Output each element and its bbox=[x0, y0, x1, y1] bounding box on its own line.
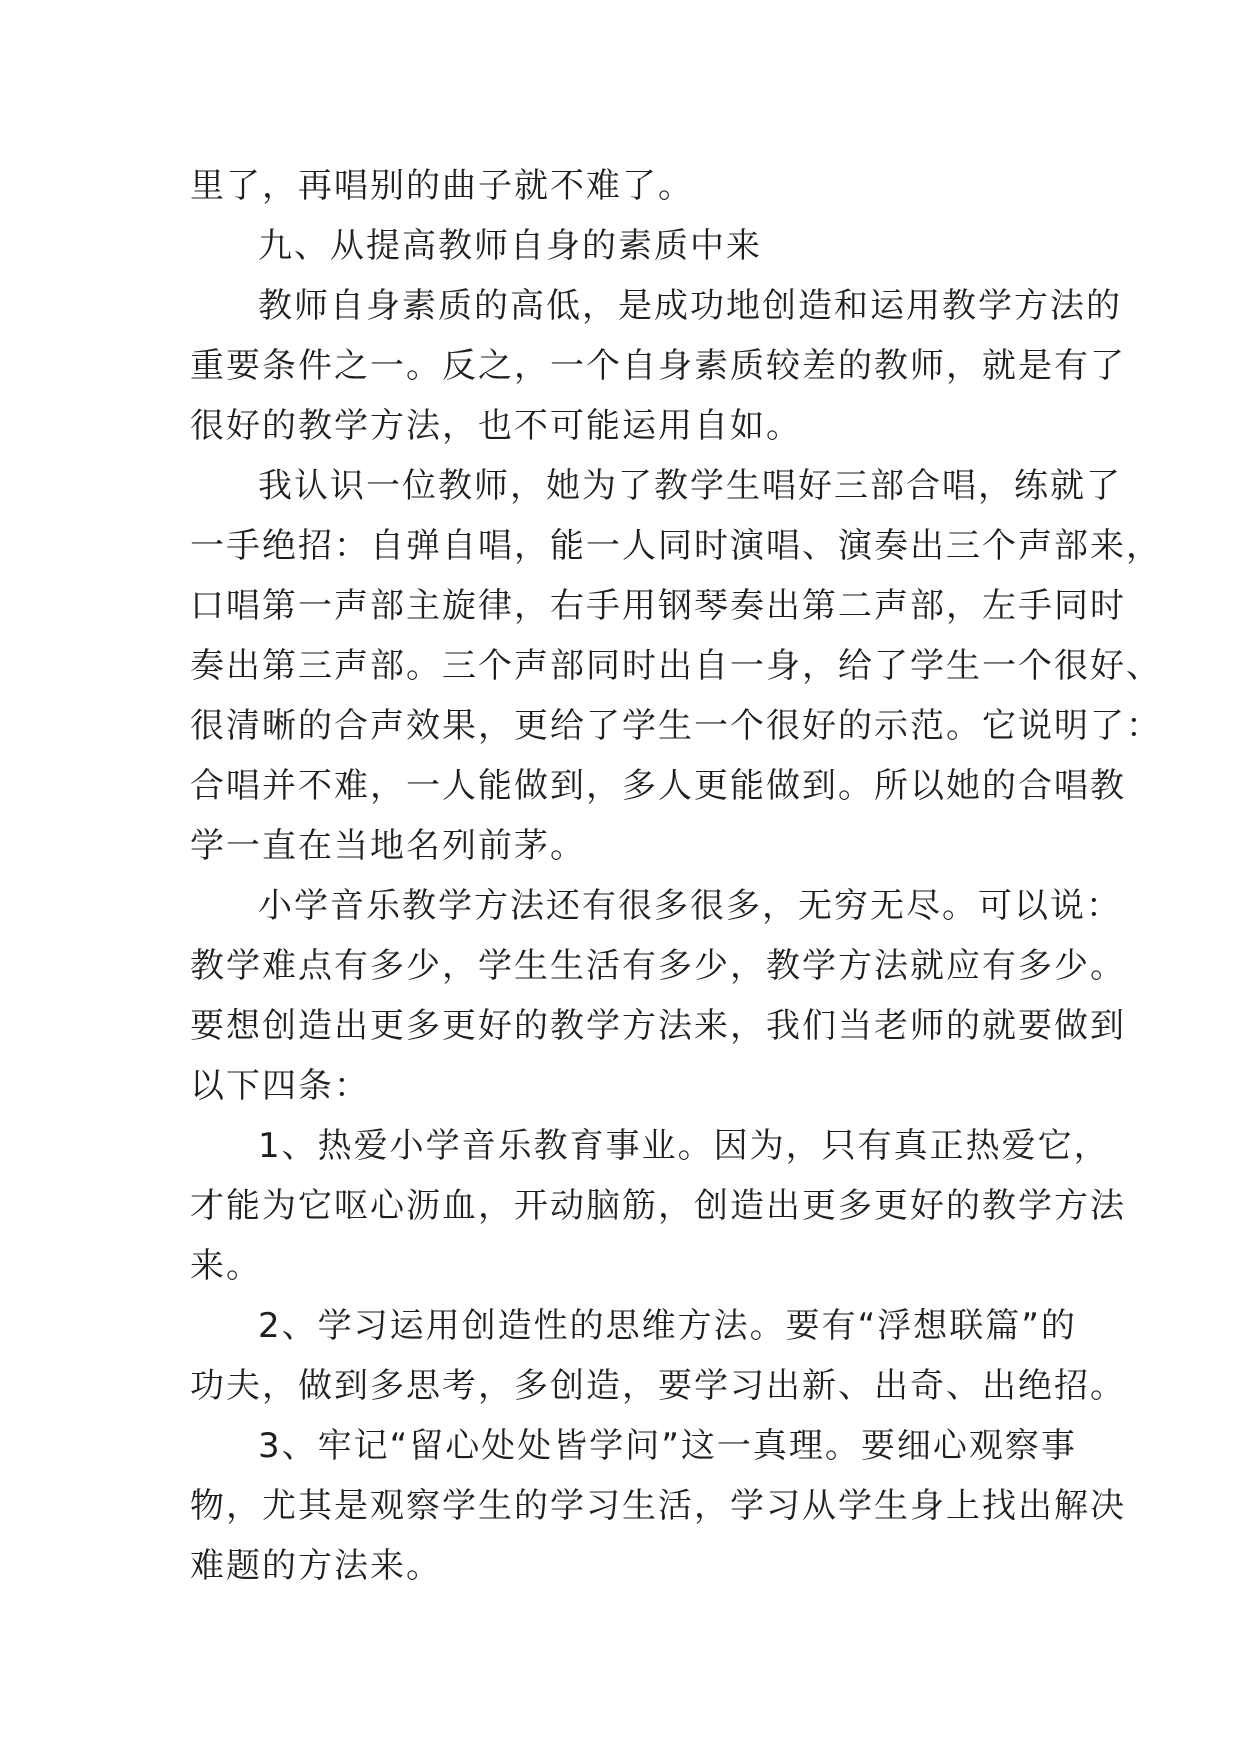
text-line: 以下四条： bbox=[190, 1066, 370, 1106]
text-line: 物，尤其是观察学生的学习生活，学习从学生身上找出解决 bbox=[190, 1486, 1126, 1526]
section-heading: 九、从提高教师自身的素质中来 bbox=[258, 226, 762, 266]
text-line: 要想创造出更多更好的教学方法来，我们当老师的就要做到 bbox=[190, 1006, 1126, 1046]
text-line: 一手绝招：自弹自唱，能一人同时演唱、演奏出三个声部来， bbox=[190, 526, 1162, 566]
text-line: 我认识一位教师，她为了教学生唱好三部合唱，练就了 bbox=[258, 466, 1122, 506]
text-line: 学一直在当地名列前茅。 bbox=[190, 826, 586, 866]
text-line: 功夫，做到多思考，多创造，要学习出新、出奇、出绝招。 bbox=[190, 1366, 1126, 1406]
text-line: 小学音乐教学方法还有很多很多，无穷无尽。可以说： bbox=[258, 886, 1122, 926]
text-line: 难题的方法来。 bbox=[190, 1546, 442, 1586]
text-line: 里了，再唱别的曲子就不难了。 bbox=[190, 166, 694, 206]
text-line: 很好的教学方法，也不可能运用自如。 bbox=[190, 406, 802, 446]
text-line: 来。 bbox=[190, 1246, 262, 1286]
list-item-1: 1、热爱小学音乐教育事业。因为，只有真正热爱它， bbox=[258, 1126, 1110, 1166]
text-line: 口唱第一声部主旋律，右手用钢琴奏出第二声部，左手同时 bbox=[190, 586, 1126, 626]
text-line: 奏出第三声部。三个声部同时出自一身，给了学生一个很好、 bbox=[190, 646, 1162, 686]
list-item-2: 2、学习运用创造性的思维方法。要有“浮想联篇”的 bbox=[258, 1306, 1077, 1346]
text-line: 教学难点有多少，学生生活有多少，教学方法就应有多少。 bbox=[190, 946, 1126, 986]
text-line: 合唱并不难，一人能做到，多人更能做到。所以她的合唱教 bbox=[190, 766, 1126, 806]
list-item-3: 3、牢记“留心处处皆学问”这一真理。要细心观察事 bbox=[258, 1426, 1077, 1466]
text-line: 很清晰的合声效果，更给了学生一个很好的示范。它说明了： bbox=[190, 706, 1162, 746]
text-line: 教师自身素质的高低，是成功地创造和运用教学方法的 bbox=[258, 286, 1122, 326]
text-line: 才能为它呕心沥血，开动脑筋，创造出更多更好的教学方法 bbox=[190, 1186, 1126, 1226]
text-line: 重要条件之一。反之，一个自身素质较差的教师，就是有了 bbox=[190, 346, 1126, 386]
